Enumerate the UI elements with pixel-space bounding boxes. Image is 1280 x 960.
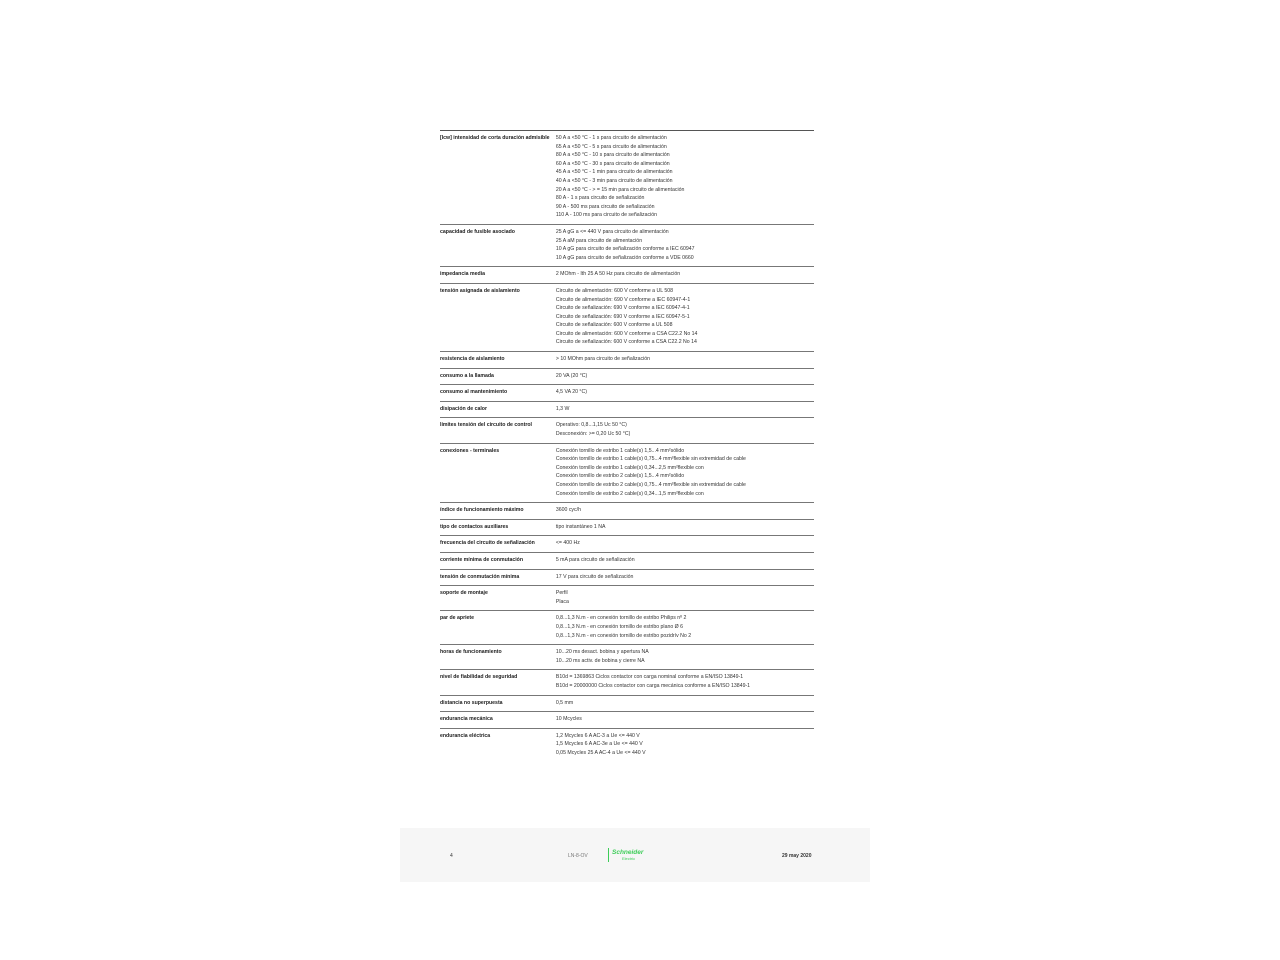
spec-value-line: Circuito de señalización: 690 V conforme a IEC 60947-4-1 — [555, 305, 690, 312]
spec-value-line: 10 A gG para circuito de señalización conforme a VDE 0660 — [555, 254, 694, 261]
spec-value-line: B10d = 1369863 Ciclos contactor con carga nominal conforme a EN/ISO 13849-1 — [555, 674, 744, 681]
spec-label: endurancia mecánica — [440, 712, 556, 729]
spec-value-line: 25 A aM para circuito de alimentación — [555, 237, 643, 244]
spec-value-cell — [556, 131, 814, 225]
spec-row — [440, 611, 814, 645]
spec-row — [440, 224, 814, 266]
spec-value-line: 60 A a <50 °C - 30 s para circuito de alimentación — [555, 160, 670, 167]
spec-label: corriente mínima de conmutación — [440, 552, 556, 569]
spec-value-line: <= 400 Hz — [555, 540, 580, 547]
spec-value-line: Perfil — [555, 590, 568, 597]
spec-value-line: 50 A a <50 °C - 1 s para circuito de alimentación — [555, 135, 667, 141]
spec-value-cell — [556, 224, 814, 266]
spec-value-line: 4,5 VA 20 °C) — [555, 389, 587, 396]
spec-value-line: 1,5 Mcycles 6 A AC-3e a Ue <= 440 V — [555, 741, 643, 748]
document-page — [400, 80, 870, 882]
spec-value-line: Placa — [555, 598, 569, 605]
spec-row — [440, 418, 814, 443]
spec-label: tensión asignada de aislamiento — [440, 283, 556, 351]
spec-value-line: 0,5 mm — [555, 699, 574, 706]
logo-divider — [608, 848, 609, 862]
page-footer — [400, 828, 870, 882]
spec-row — [440, 586, 814, 611]
spec-value-line: Desconexión: >= 0,20 Uc 50 °C) — [555, 431, 631, 438]
spec-value-cell — [556, 385, 814, 402]
spec-label: nivel de fiabilidad de seguridad — [440, 670, 556, 695]
spec-value-cell — [556, 586, 814, 611]
spec-row — [440, 695, 814, 712]
spec-value-line: Conexión tornillo de estribo 2 cable(s) 0,34...1,5 mm²flexible con — [555, 490, 704, 497]
spec-row — [440, 283, 814, 351]
spec-label: límites tensión del circuito de control — [440, 418, 556, 443]
footer-page-number: 4 — [450, 853, 453, 859]
spec-value-cell — [556, 695, 814, 712]
spec-label: tipo de contactos auxiliares — [440, 519, 556, 536]
spec-value-line: 80 A a <50 °C - 10 s para circuito de alimentación — [555, 152, 670, 159]
spec-row — [440, 503, 814, 520]
spec-label: consumo al mantenimiento — [440, 385, 556, 402]
spec-value-line: Conexión tornillo de estribo 1 cable(s) 1,5...4 mm²sólido — [555, 447, 685, 454]
spec-value-line: 90 A - 500 ms para circuito de señalización — [555, 203, 655, 210]
spec-value-line: 40 A a <50 °C - 3 min para circuito de alimentación — [555, 177, 673, 184]
spec-value-line: Conexión tornillo de estribo 1 cable(s) 0,34...2,5 mm²flexible con — [555, 464, 704, 471]
spec-value-line: 65 A a <50 °C - 5 s para circuito de alimentación — [555, 143, 667, 150]
spec-label: impedancia media — [440, 267, 556, 284]
spec-table — [440, 130, 814, 761]
spec-value-line: 1,2 Mcycles 6 A AC-3 a Ue <= 440 V — [555, 732, 640, 739]
spec-label: horas de funcionamiento — [440, 645, 556, 670]
spec-row — [440, 368, 814, 385]
spec-label: índice de funcionamiento máximo — [440, 503, 556, 520]
spec-value-cell — [556, 519, 814, 536]
spec-value-line: 110 A - 100 ms para circuito de señalización — [555, 212, 657, 219]
spec-value-line: > 10 MOhm para circuito de señalización — [555, 356, 651, 363]
spec-value-line: 0,8...1,3 N.m - en conexión tornillo de estribo plano Ø 6 — [555, 623, 684, 630]
spec-row — [440, 645, 814, 670]
logo-text: Schneider — [612, 849, 644, 856]
spec-row — [440, 519, 814, 536]
spec-value-cell — [556, 401, 814, 418]
spec-row — [440, 552, 814, 569]
spec-value-cell — [556, 368, 814, 385]
spec-value-line: Conexión tornillo de estribo 2 cable(s) 0,75...4 mm²flexible sin extremidad de cable — [555, 482, 746, 488]
logo-subtext: Electric — [622, 856, 636, 861]
spec-label: resistencia de aislamiento — [440, 352, 556, 369]
spec-row — [440, 670, 814, 695]
spec-value-line: Conexión tornillo de estribo 1 cable(s) 0,75...4 mm²flexible sin extremidad de cable — [555, 456, 746, 463]
spec-value-line: 5 mA para circuito de señalización — [555, 556, 635, 563]
spec-value-cell — [556, 267, 814, 284]
spec-value-line: 1,3 W — [555, 405, 570, 412]
spec-value-cell — [556, 611, 814, 645]
spec-value-line: 17 V para circuito de señalización — [555, 573, 634, 580]
spec-label: endurancia eléctrica — [440, 728, 556, 761]
spec-label: par de apriete — [440, 611, 556, 645]
spec-label: capacidad de fusible asociado — [440, 224, 556, 266]
spec-value-line: B10d = 20000000 Ciclos contactor con carga mecánica conforme a EN/ISO 13849-1 — [555, 682, 751, 689]
spec-value-line: Circuito de señalización: 600 V conforme a UL 508 — [555, 322, 673, 329]
footer-reference: LN-8-OV — [568, 853, 588, 859]
spec-row — [440, 569, 814, 586]
spec-value-line: 2 MOhm - Ith 25 A 50 Hz para circuito de alimentación — [555, 271, 681, 278]
spec-row — [440, 267, 814, 284]
spec-value-line: Conexión tornillo de estribo 2 cable(s) 1,5...4 mm²sólido — [555, 473, 685, 480]
spec-row — [440, 728, 814, 761]
spec-value-line: 10...20 ms activ. de bobina y cierre NA — [555, 657, 645, 664]
spec-label: tensión de conmutación mínima — [440, 569, 556, 586]
spec-value-line: 10...20 ms desact. bobina y apertura NA — [555, 649, 649, 656]
spec-row — [440, 131, 814, 225]
spec-row — [440, 443, 814, 503]
spec-value-line: Circuito de señalización: 600 V conforme a CSA C22.2 No 14 — [555, 339, 697, 346]
spec-value-line: 10 Mcycles — [555, 716, 582, 723]
spec-value-cell — [556, 552, 814, 569]
spec-value-line: 80 A - 1 s para circuito de señalización — [555, 195, 645, 202]
spec-label: disipación de calor — [440, 401, 556, 418]
spec-value-line: 3600 cyc/h — [555, 507, 581, 514]
spec-value-cell — [556, 728, 814, 761]
spec-row — [440, 385, 814, 402]
spec-value-line: Circuito de alimentación: 690 V conforme a IEC 60947-4-1 — [555, 296, 691, 303]
spec-value-cell — [556, 569, 814, 586]
spec-value-line: Circuito de alimentación: 600 V conforme a UL 508 — [555, 287, 674, 294]
spec-label: [Icw] intensidad de corta duración admisible — [440, 131, 556, 225]
spec-value-line: Circuito de señalización: 690 V conforme a IEC 60947-5-1 — [555, 313, 690, 320]
spec-value-line: 0,05 Mcycles 25 A AC-4 a Ue <= 440 V — [555, 749, 646, 756]
spec-label: frecuencia del circuito de señalización — [440, 536, 556, 553]
spec-label: conexiones - terminales — [440, 443, 556, 503]
spec-row — [440, 712, 814, 729]
spec-value-cell — [556, 352, 814, 369]
spec-table-body — [440, 131, 814, 762]
spec-value-line: 20 VA (20 °C) — [555, 372, 588, 379]
spec-value-cell — [556, 283, 814, 351]
spec-row — [440, 401, 814, 418]
spec-value-cell — [556, 645, 814, 670]
spec-label: consumo a la llamada — [440, 368, 556, 385]
spec-value-line: 10 A gG para circuito de señalización conforme a IEC 60947 — [555, 246, 695, 253]
spec-value-cell — [556, 670, 814, 695]
spec-value-line: 0,8...1,3 N.m - en conexión tornillo de estribo Philips nº 2 — [555, 615, 687, 622]
spec-value-cell — [556, 503, 814, 520]
spec-value-line: Circuito de alimentación: 600 V conforme a CSA C22.2 No 14 — [555, 330, 698, 337]
spec-value-line: 0,8...1,3 N.m - en conexión tornillo de estribo pozidrív No 2 — [555, 632, 692, 639]
spec-value-cell — [556, 418, 814, 443]
spec-value-cell — [556, 536, 814, 553]
spec-value-line: 45 A a <50 °C - 1 min para circuito de alimentación — [555, 169, 673, 176]
spec-label: distancia no superpuesta — [440, 695, 556, 712]
spec-value-cell — [556, 443, 814, 503]
spec-row — [440, 352, 814, 369]
spec-value-line: tipo instantáneo 1 NA — [555, 523, 606, 530]
spec-row — [440, 536, 814, 553]
spec-value-cell — [556, 712, 814, 729]
spec-value-line: 20 A a <50 °C - > = 15 min para circuito de alimentación — [555, 186, 685, 193]
spec-value-line: Operativo: 0,8...1,15 Uc 50 °C) — [555, 422, 627, 429]
spec-label: soporte de montaje — [440, 586, 556, 611]
footer-date: 29 may 2020 — [782, 853, 812, 859]
spec-value-line: 25 A gG a <= 440 V para circuito de alimentación — [555, 228, 669, 235]
schneider-logo — [608, 848, 648, 862]
